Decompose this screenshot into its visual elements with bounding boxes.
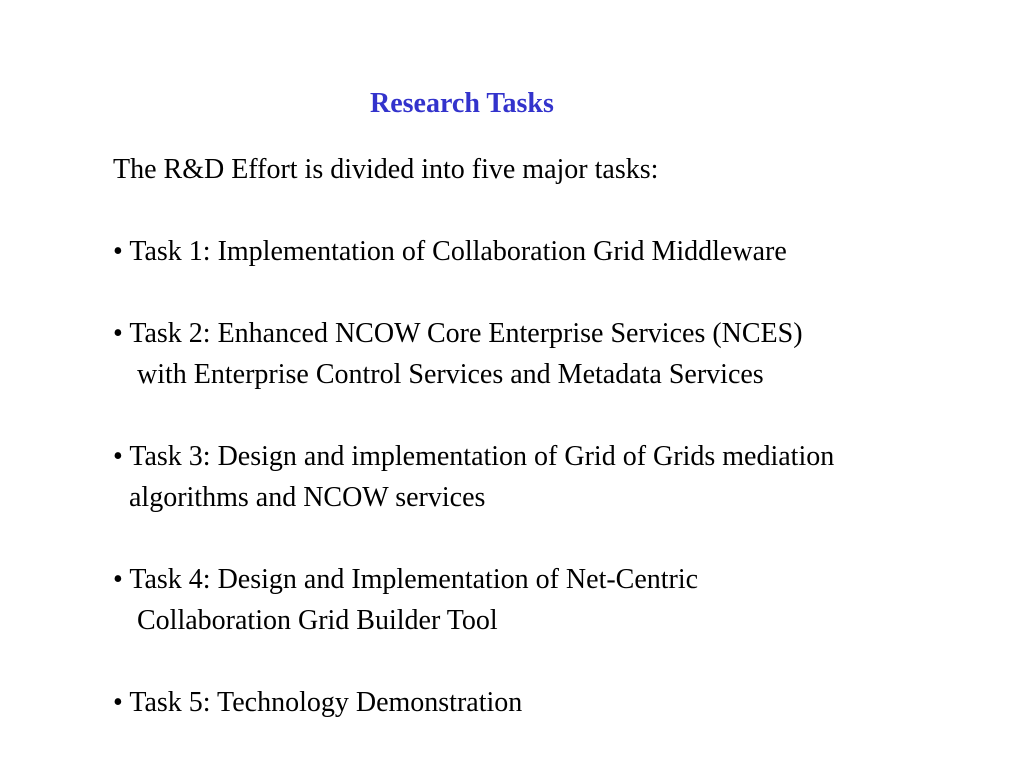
- task-continuation: with Enterprise Control Services and Metadata Services: [137, 359, 764, 390]
- task-item-5: [113, 682, 522, 723]
- task-line: [113, 313, 803, 354]
- task-continuation: Collaboration Grid Builder Tool: [137, 605, 498, 636]
- bullet: •: [113, 318, 123, 349]
- task-text: Task 5: Technology Demonstration: [129, 687, 523, 718]
- task-item-3: [113, 436, 834, 518]
- task-line: [113, 436, 834, 477]
- bullet: •: [113, 236, 123, 267]
- task-item-1: [113, 231, 787, 272]
- task-line: [113, 682, 522, 723]
- bullet: •: [113, 687, 123, 718]
- task-line: [113, 559, 698, 600]
- task-text: Task 3: Design and implementation of Grid of Grids mediation: [129, 441, 835, 472]
- task-item-4: [113, 559, 698, 641]
- bullet: •: [113, 564, 123, 595]
- task-text: Task 2: Enhanced NCOW Core Enterprise Services (NCES): [129, 318, 803, 349]
- intro-text: The R&D Effort is divided into five major tasks:: [113, 154, 659, 185]
- bullet: •: [113, 441, 123, 472]
- task-text: Task 1: Implementation of Collaboration Grid Middleware: [129, 236, 787, 267]
- task-item-2: [113, 313, 803, 395]
- task-line: [113, 231, 787, 272]
- task-text: Task 4: Design and Implementation of Net-Centric: [129, 564, 699, 595]
- slide-title: Research Tasks: [370, 88, 554, 119]
- task-continuation: algorithms and NCOW services: [129, 482, 486, 513]
